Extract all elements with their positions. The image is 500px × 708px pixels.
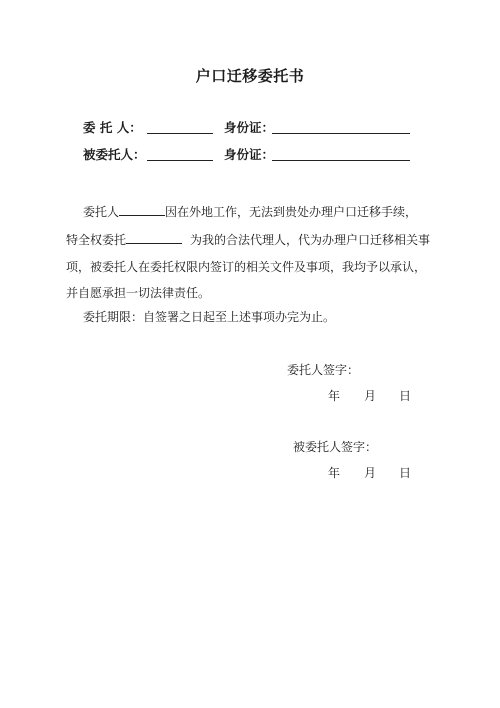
principal-name-blank (147, 133, 213, 134)
agent-name-inline-blank (126, 231, 182, 244)
principal-name-inline-blank (119, 203, 165, 216)
agent-signature-label: 被委托人签字： (293, 440, 378, 454)
principal-date-month: 月 (364, 389, 377, 403)
document-title: 户口迁移委托书 (195, 67, 305, 85)
body-line-1 (83, 203, 417, 220)
body-line-2 (66, 231, 430, 248)
agent-date-day: 日 (399, 466, 412, 480)
agent-date-year: 年 (328, 466, 341, 480)
agent-row (83, 145, 423, 165)
principal-label: 委 托 人： (83, 120, 142, 135)
agent-name-blank (147, 160, 213, 161)
agent-id-blank (272, 160, 410, 161)
principal-id-blank (272, 133, 410, 134)
term-paragraph: 委托期限：自签署之日起至上述事项办完为止。 (83, 310, 336, 324)
agent-date-month: 月 (364, 466, 377, 480)
principal-date-day: 日 (399, 389, 412, 403)
principal-date-year: 年 (328, 389, 341, 403)
principal-signature-label: 委托人签字： (287, 363, 360, 377)
body-line-3: 项，被委托人在委托权限内签订的相关文件及事项，我均予以承认， (66, 260, 427, 274)
agent-label: 被委托人： (83, 147, 146, 162)
body-line-2-end: 为我的合法代理人，代为办理户口迁移相关事 (190, 233, 431, 247)
agent-id-label: 身份证： (224, 147, 275, 162)
body-line-2-start: 特全权委托 (66, 233, 127, 247)
principal-row (83, 118, 423, 138)
body-line-1-end: 因在外地工作，无法到贵处办理户口迁移手续， (165, 205, 418, 219)
body-line-4: 并自愿承担一切法律责任。 (66, 286, 211, 300)
body-line-1-start: 委托人 (83, 205, 120, 219)
principal-id-label: 身份证： (224, 120, 275, 135)
